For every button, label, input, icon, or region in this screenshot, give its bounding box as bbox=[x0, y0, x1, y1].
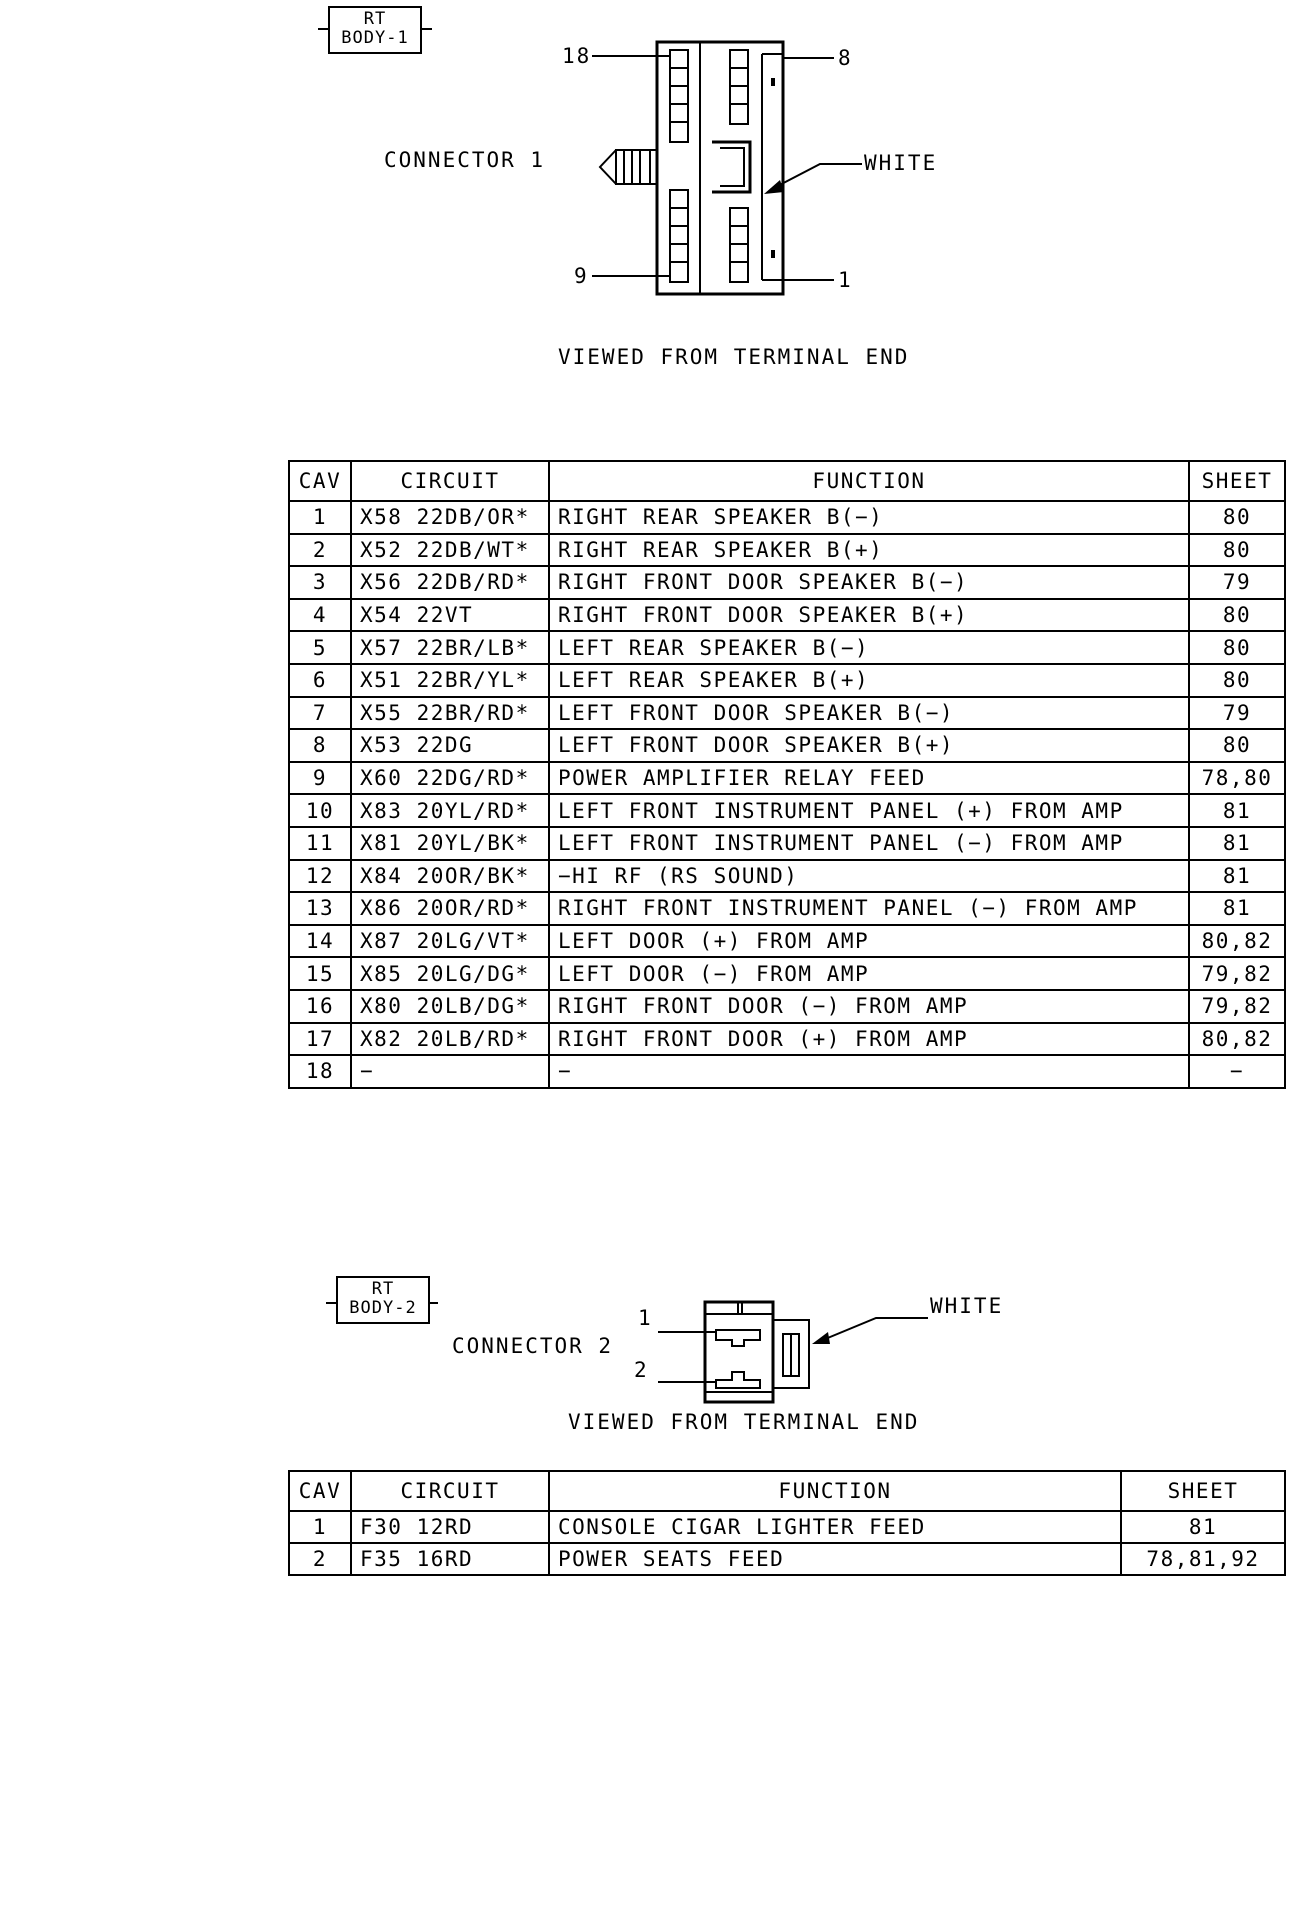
cav-cell: 12 bbox=[289, 860, 351, 893]
sheet-cell: 80 bbox=[1189, 631, 1285, 664]
table-row bbox=[289, 697, 1285, 730]
sheet-cell: 79 bbox=[1189, 566, 1285, 599]
connector2-tag-line2: BODY-2 bbox=[349, 1298, 417, 1318]
table-row bbox=[289, 631, 1285, 664]
header-sheet: SHEET bbox=[1189, 461, 1285, 501]
table-header-row bbox=[289, 461, 1285, 501]
table-row bbox=[289, 566, 1285, 599]
cav-cell: 4 bbox=[289, 599, 351, 632]
connector2-terminal-1 bbox=[716, 1330, 760, 1346]
table-row bbox=[289, 1511, 1285, 1543]
cav-cell: 8 bbox=[289, 729, 351, 762]
function-cell: LEFT DOOR (+) FROM AMP bbox=[549, 925, 1189, 958]
table-header-row bbox=[289, 1471, 1285, 1511]
circuit-cell: F35 16RD bbox=[351, 1543, 549, 1575]
table-row bbox=[289, 957, 1285, 990]
sheet-cell: 79,82 bbox=[1189, 990, 1285, 1023]
cav-cell: 1 bbox=[289, 1511, 351, 1543]
connector2-color-label: WHITE bbox=[930, 1294, 1004, 1318]
table-row bbox=[289, 599, 1285, 632]
function-cell: LEFT FRONT DOOR SPEAKER B(−) bbox=[549, 697, 1189, 730]
function-cell: RIGHT FRONT DOOR SPEAKER B(+) bbox=[549, 599, 1189, 632]
connector2-pinout-table bbox=[288, 1470, 1286, 1576]
circuit-cell: X56 22DB/RD* bbox=[351, 566, 549, 599]
circuit-cell: X54 22VT bbox=[351, 599, 549, 632]
function-cell: LEFT FRONT DOOR SPEAKER B(+) bbox=[549, 729, 1189, 762]
sheet-cell: 81 bbox=[1189, 860, 1285, 893]
table-row bbox=[289, 1023, 1285, 1056]
circuit-cell: X80 20LB/DG* bbox=[351, 990, 549, 1023]
sheet-cell: 81 bbox=[1189, 794, 1285, 827]
circuit-cell: X55 22BR/RD* bbox=[351, 697, 549, 730]
circuit-cell: X85 20LG/DG* bbox=[351, 957, 549, 990]
sheet-cell: 81 bbox=[1189, 827, 1285, 860]
function-cell: LEFT FRONT INSTRUMENT PANEL (−) FROM AMP bbox=[549, 827, 1189, 860]
table-row bbox=[289, 1055, 1285, 1088]
circuit-cell: X53 22DG bbox=[351, 729, 549, 762]
sheet-cell: 80 bbox=[1189, 664, 1285, 697]
cav-cell: 14 bbox=[289, 925, 351, 958]
header-function: FUNCTION bbox=[549, 461, 1189, 501]
circuit-cell: F30 12RD bbox=[351, 1511, 549, 1543]
cav-cell: 1 bbox=[289, 501, 351, 534]
cav-cell: 15 bbox=[289, 957, 351, 990]
sheet-cell: 78,80 bbox=[1189, 762, 1285, 795]
sheet-cell: 80 bbox=[1189, 534, 1285, 567]
connector1-pin-8: 8 bbox=[838, 46, 853, 70]
cav-cell: 18 bbox=[289, 1055, 351, 1088]
function-cell: −HI RF (RS SOUND) bbox=[549, 860, 1189, 893]
connector1-label: CONNECTOR 1 bbox=[384, 148, 546, 172]
cav-cell: 17 bbox=[289, 1023, 351, 1056]
table-row bbox=[289, 925, 1285, 958]
sheet-cell: 80 bbox=[1189, 599, 1285, 632]
connector1-pin-1: 1 bbox=[838, 268, 853, 292]
cav-cell: 9 bbox=[289, 762, 351, 795]
circuit-cell: X86 20OR/RD* bbox=[351, 892, 549, 925]
connector1-pinout-table bbox=[288, 460, 1286, 1089]
circuit-cell: X82 20LB/RD* bbox=[351, 1023, 549, 1056]
connector1-cavities-top-right bbox=[730, 50, 748, 124]
sheet-cell: 79,82 bbox=[1189, 957, 1285, 990]
circuit-cell: X57 22BR/LB* bbox=[351, 631, 549, 664]
function-cell: RIGHT FRONT DOOR (−) FROM AMP bbox=[549, 990, 1189, 1023]
cav-cell: 3 bbox=[289, 566, 351, 599]
sheet-cell: 81 bbox=[1189, 892, 1285, 925]
header-cav: CAV bbox=[289, 461, 351, 501]
circuit-cell: X83 20YL/RD* bbox=[351, 794, 549, 827]
circuit-cell: X58 22DB/OR* bbox=[351, 501, 549, 534]
function-cell: RIGHT FRONT DOOR (+) FROM AMP bbox=[549, 1023, 1189, 1056]
function-cell: − bbox=[549, 1055, 1189, 1088]
circuit-cell: X60 22DG/RD* bbox=[351, 762, 549, 795]
header-circuit: CIRCUIT bbox=[351, 1471, 549, 1511]
function-cell: LEFT FRONT INSTRUMENT PANEL (+) FROM AMP bbox=[549, 794, 1189, 827]
cav-cell: 2 bbox=[289, 534, 351, 567]
circuit-cell: X84 20OR/BK* bbox=[351, 860, 549, 893]
circuit-cell: X51 22BR/YL* bbox=[351, 664, 549, 697]
sheet-cell: 79 bbox=[1189, 697, 1285, 730]
connector1-cavities-top-left bbox=[670, 50, 688, 142]
function-cell: LEFT REAR SPEAKER B(−) bbox=[549, 631, 1189, 664]
table-row bbox=[289, 892, 1285, 925]
cav-cell: 5 bbox=[289, 631, 351, 664]
cav-cell: 13 bbox=[289, 892, 351, 925]
connector2-terminal-2 bbox=[716, 1372, 760, 1388]
function-cell: POWER AMPLIFIER RELAY FEED bbox=[549, 762, 1189, 795]
header-cav: CAV bbox=[289, 1471, 351, 1511]
connector1-mounting-stud bbox=[600, 150, 657, 184]
sheet-cell: 80,82 bbox=[1189, 925, 1285, 958]
cav-cell: 16 bbox=[289, 990, 351, 1023]
function-cell: POWER SEATS FEED bbox=[549, 1543, 1121, 1575]
table-row bbox=[289, 827, 1285, 860]
table-row bbox=[289, 794, 1285, 827]
circuit-cell: X52 22DB/WT* bbox=[351, 534, 549, 567]
connector2-label: CONNECTOR 2 bbox=[452, 1334, 614, 1358]
cav-cell: 2 bbox=[289, 1543, 351, 1575]
sheet-cell: 80,82 bbox=[1189, 1023, 1285, 1056]
sheet-cell: 78,81,92 bbox=[1121, 1543, 1285, 1575]
function-cell: RIGHT FRONT DOOR SPEAKER B(−) bbox=[549, 566, 1189, 599]
circuit-cell: X87 20LG/VT* bbox=[351, 925, 549, 958]
connector1-view-caption: VIEWED FROM TERMINAL END bbox=[558, 345, 910, 369]
sheet-cell: 81 bbox=[1121, 1511, 1285, 1543]
header-function: FUNCTION bbox=[549, 1471, 1121, 1511]
function-cell: LEFT DOOR (−) FROM AMP bbox=[549, 957, 1189, 990]
circuit-cell: − bbox=[351, 1055, 549, 1088]
circuit-cell: X81 20YL/BK* bbox=[351, 827, 549, 860]
table-row bbox=[289, 762, 1285, 795]
connector2-pin-2: 2 bbox=[634, 1358, 649, 1382]
connector1-tag-line1: RT bbox=[363, 9, 387, 29]
table-row bbox=[289, 534, 1285, 567]
cav-cell: 10 bbox=[289, 794, 351, 827]
table-row bbox=[289, 501, 1285, 534]
header-sheet: SHEET bbox=[1121, 1471, 1285, 1511]
connector2-pin-1: 1 bbox=[638, 1306, 653, 1330]
sheet-cell: − bbox=[1189, 1055, 1285, 1088]
function-cell: LEFT REAR SPEAKER B(+) bbox=[549, 664, 1189, 697]
function-cell: RIGHT REAR SPEAKER B(−) bbox=[549, 501, 1189, 534]
header-circuit: CIRCUIT bbox=[351, 461, 549, 501]
connector1-tag-line2: BODY-1 bbox=[341, 28, 409, 48]
cav-cell: 11 bbox=[289, 827, 351, 860]
connector1-body bbox=[657, 42, 783, 294]
connector2-tag-line1: RT bbox=[371, 1279, 395, 1299]
connector2-view-caption: VIEWED FROM TERMINAL END bbox=[568, 1410, 920, 1434]
table-row bbox=[289, 860, 1285, 893]
function-cell: RIGHT FRONT INSTRUMENT PANEL (−) FROM AMP bbox=[549, 892, 1189, 925]
connector1-pin-9: 9 bbox=[574, 264, 589, 288]
table-row bbox=[289, 664, 1285, 697]
connector1-cavities-bottom-right bbox=[730, 208, 748, 282]
cav-cell: 7 bbox=[289, 697, 351, 730]
cav-cell: 6 bbox=[289, 664, 351, 697]
connector1-color-label: WHITE bbox=[864, 151, 938, 175]
sheet-cell: 80 bbox=[1189, 729, 1285, 762]
connector1-cavities-bottom-left bbox=[670, 190, 688, 282]
table-row bbox=[289, 990, 1285, 1023]
table-row bbox=[289, 1543, 1285, 1575]
table-row bbox=[289, 729, 1285, 762]
connector1-pin-18: 18 bbox=[562, 44, 592, 68]
function-cell: CONSOLE CIGAR LIGHTER FEED bbox=[549, 1511, 1121, 1543]
sheet-cell: 80 bbox=[1189, 501, 1285, 534]
function-cell: RIGHT REAR SPEAKER B(+) bbox=[549, 534, 1189, 567]
